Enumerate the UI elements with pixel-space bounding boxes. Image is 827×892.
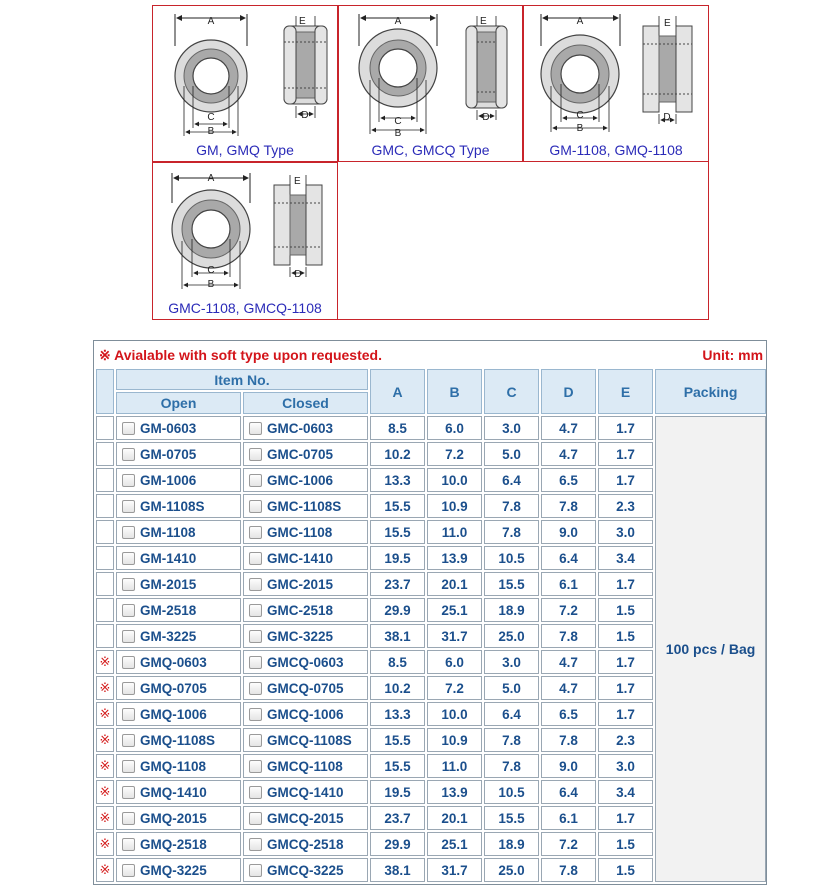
figure-caption: GM, GMQ Type <box>196 142 294 158</box>
select-checkbox[interactable] <box>122 604 135 617</box>
dim-c-value: 7.8 <box>484 520 539 544</box>
dim-b-value: 6.0 <box>427 416 482 440</box>
table-row <box>96 416 766 440</box>
item-code: GM-0603 <box>140 420 197 436</box>
item-open-cell <box>116 780 241 804</box>
soft-type-mark <box>96 624 114 648</box>
item-closed-cell <box>243 728 368 752</box>
dim-a-value: 8.5 <box>370 650 425 674</box>
select-checkbox[interactable] <box>122 864 135 877</box>
col-e-header: E <box>598 369 653 414</box>
item-open-cell <box>116 572 241 596</box>
dim-c-value: 10.5 <box>484 780 539 804</box>
dim-d-value: 6.1 <box>541 806 596 830</box>
item-code: GMCQ-0705 <box>267 680 344 696</box>
select-checkbox[interactable] <box>249 656 262 669</box>
select-checkbox[interactable] <box>249 422 262 435</box>
svg-text:D: D <box>294 269 302 280</box>
select-checkbox[interactable] <box>249 734 262 747</box>
item-code: GM-1108S <box>140 498 205 514</box>
open-header: Open <box>116 392 241 414</box>
select-checkbox[interactable] <box>249 604 262 617</box>
dim-e-value: 3.0 <box>598 754 653 778</box>
dim-e-value: 2.3 <box>598 728 653 752</box>
svg-text:A: A <box>394 16 402 27</box>
dim-c-value: 6.4 <box>484 468 539 492</box>
dim-e-value: 1.7 <box>598 468 653 492</box>
soft-type-mark: ※ <box>96 806 114 830</box>
item-code: GMQ-2015 <box>140 810 207 826</box>
item-code: GMQ-2518 <box>140 836 207 852</box>
item-closed-cell <box>243 702 368 726</box>
item-code: GM-0705 <box>140 446 197 462</box>
item-closed-cell <box>243 754 368 778</box>
soft-type-mark <box>96 520 114 544</box>
dim-c-value: 6.4 <box>484 702 539 726</box>
dim-e-value: 1.5 <box>598 832 653 856</box>
dim-d-value: 4.7 <box>541 416 596 440</box>
dim-e-value: 1.5 <box>598 858 653 882</box>
svg-text:D: D <box>482 112 490 123</box>
grommet-drawing-open <box>153 6 339 163</box>
soft-type-mark: ※ <box>96 832 114 856</box>
select-checkbox[interactable] <box>249 500 262 513</box>
item-open-cell <box>116 520 241 544</box>
soft-type-note: ※ Avialable with soft type upon requested. <box>99 346 382 363</box>
figure-gmc-1108 <box>152 162 338 320</box>
dim-a-value: 23.7 <box>370 806 425 830</box>
svg-text:A: A <box>207 173 215 184</box>
dim-c-value: 15.5 <box>484 572 539 596</box>
item-closed-cell <box>243 520 368 544</box>
item-code: GMCQ-1108S <box>267 732 352 748</box>
item-closed-cell <box>243 624 368 648</box>
dim-c-value: 5.0 <box>484 442 539 466</box>
item-code: GMC-0603 <box>267 420 334 436</box>
svg-text:E: E <box>299 16 306 27</box>
item-code: GMCQ-3225 <box>267 862 344 878</box>
col-c-header: C <box>484 369 539 414</box>
select-checkbox[interactable] <box>122 448 135 461</box>
dim-d-value: 7.8 <box>541 728 596 752</box>
item-open-cell <box>116 754 241 778</box>
select-checkbox[interactable] <box>122 734 135 747</box>
mark-header <box>96 369 114 414</box>
dim-e-value: 3.4 <box>598 780 653 804</box>
item-open-cell <box>116 806 241 830</box>
item-open-cell <box>116 416 241 440</box>
dim-b-value: 31.7 <box>427 858 482 882</box>
dim-a-value: 15.5 <box>370 728 425 752</box>
select-checkbox[interactable] <box>122 422 135 435</box>
soft-type-mark: ※ <box>96 728 114 752</box>
select-checkbox[interactable] <box>249 552 262 565</box>
item-closed-cell <box>243 442 368 466</box>
svg-text:C: C <box>207 265 215 276</box>
select-checkbox[interactable] <box>122 760 135 773</box>
item-closed-cell <box>243 572 368 596</box>
soft-type-mark <box>96 572 114 596</box>
dim-b-value: 7.2 <box>427 442 482 466</box>
dim-b-value: 13.9 <box>427 780 482 804</box>
item-code: GMC-3225 <box>267 628 334 644</box>
item-open-cell <box>116 468 241 492</box>
svg-text:A: A <box>576 16 584 27</box>
item-code: GMCQ-2015 <box>267 810 344 826</box>
item-closed-cell <box>243 806 368 830</box>
dim-e-value: 1.7 <box>598 806 653 830</box>
select-checkbox[interactable] <box>249 786 262 799</box>
dim-d-value: 4.7 <box>541 442 596 466</box>
dim-a-value: 13.3 <box>370 702 425 726</box>
dim-b-value: 20.1 <box>427 806 482 830</box>
dim-d-value: 7.8 <box>541 624 596 648</box>
item-closed-cell <box>243 650 368 674</box>
item-code: GMCQ-0603 <box>267 654 344 670</box>
dim-c-value: 7.8 <box>484 494 539 518</box>
dim-a-value: 10.2 <box>370 676 425 700</box>
item-code: GMQ-1108 <box>140 758 207 774</box>
select-checkbox[interactable] <box>122 526 135 539</box>
item-open-cell <box>116 858 241 882</box>
item-code: GMC-1410 <box>267 550 334 566</box>
dim-d-value: 4.7 <box>541 676 596 700</box>
soft-type-mark <box>96 468 114 492</box>
item-open-cell <box>116 442 241 466</box>
dim-a-value: 13.3 <box>370 468 425 492</box>
select-checkbox[interactable] <box>122 786 135 799</box>
dim-e-value: 1.7 <box>598 572 653 596</box>
soft-type-mark: ※ <box>96 702 114 726</box>
dim-b-value: 11.0 <box>427 754 482 778</box>
item-open-cell <box>116 832 241 856</box>
unit-label: Unit: mm <box>702 347 764 363</box>
select-checkbox[interactable] <box>122 474 135 487</box>
dim-d-value: 6.5 <box>541 468 596 492</box>
packing-value: 100 pcs / Bag <box>655 416 766 882</box>
select-checkbox[interactable] <box>249 708 262 721</box>
select-checkbox[interactable] <box>249 578 262 591</box>
dim-a-value: 15.5 <box>370 520 425 544</box>
item-closed-cell <box>243 676 368 700</box>
dim-b-value: 20.1 <box>427 572 482 596</box>
item-open-cell <box>116 650 241 674</box>
item-code: GMCQ-2518 <box>267 836 344 852</box>
col-a-header: A <box>370 369 425 414</box>
grommet-drawing-1108-open <box>524 6 710 163</box>
dim-e-value: 3.0 <box>598 520 653 544</box>
dim-a-value: 19.5 <box>370 780 425 804</box>
dim-e-value: 1.5 <box>598 624 653 648</box>
dim-e-value: 1.7 <box>598 650 653 674</box>
select-checkbox[interactable] <box>249 630 262 643</box>
item-closed-cell <box>243 832 368 856</box>
dim-a-value: 29.9 <box>370 598 425 622</box>
dim-e-value: 1.7 <box>598 442 653 466</box>
dim-e-value: 1.7 <box>598 702 653 726</box>
item-code: GMC-0705 <box>267 446 334 462</box>
item-code: GMQ-0603 <box>140 654 207 670</box>
item-closed-cell <box>243 858 368 882</box>
figure-gm-gmq <box>152 5 338 162</box>
svg-text:A: A <box>207 16 215 27</box>
dim-a-value: 19.5 <box>370 546 425 570</box>
dim-d-value: 7.8 <box>541 858 596 882</box>
svg-text:D: D <box>663 112 671 123</box>
soft-type-mark: ※ <box>96 754 114 778</box>
dim-d-value: 4.7 <box>541 650 596 674</box>
dim-e-value: 1.5 <box>598 598 653 622</box>
dim-c-value: 15.5 <box>484 806 539 830</box>
dim-c-value: 5.0 <box>484 676 539 700</box>
select-checkbox[interactable] <box>122 708 135 721</box>
select-checkbox[interactable] <box>249 474 262 487</box>
svg-text:C: C <box>576 110 584 121</box>
svg-text:B: B <box>207 126 215 137</box>
soft-type-mark <box>96 442 114 466</box>
dim-c-value: 18.9 <box>484 598 539 622</box>
dim-d-value: 9.0 <box>541 754 596 778</box>
item-closed-cell <box>243 416 368 440</box>
col-d-header: D <box>541 369 596 414</box>
dim-d-value: 6.1 <box>541 572 596 596</box>
item-open-cell <box>116 494 241 518</box>
item-code: GMQ-0705 <box>140 680 207 696</box>
select-checkbox[interactable] <box>122 838 135 851</box>
item-code: GM-2015 <box>140 576 197 592</box>
figure-gm-1108 <box>523 5 709 162</box>
soft-type-mark <box>96 494 114 518</box>
item-open-cell <box>116 598 241 622</box>
dim-d-value: 6.5 <box>541 702 596 726</box>
figure-caption: GMC, GMCQ Type <box>371 142 490 158</box>
dim-e-value: 1.7 <box>598 676 653 700</box>
item-closed-cell <box>243 780 368 804</box>
dim-e-value: 1.7 <box>598 416 653 440</box>
soft-type-mark <box>96 598 114 622</box>
dim-c-value: 25.0 <box>484 624 539 648</box>
soft-type-mark: ※ <box>96 858 114 882</box>
item-open-cell <box>116 624 241 648</box>
dim-a-value: 38.1 <box>370 858 425 882</box>
select-checkbox[interactable] <box>249 838 262 851</box>
select-checkbox[interactable] <box>249 760 262 773</box>
select-checkbox[interactable] <box>122 812 135 825</box>
select-checkbox[interactable] <box>122 630 135 643</box>
spec-table <box>93 340 767 885</box>
dim-b-value: 6.0 <box>427 650 482 674</box>
item-code: GMC-2015 <box>267 576 334 592</box>
select-checkbox[interactable] <box>122 500 135 513</box>
dim-a-value: 15.5 <box>370 494 425 518</box>
soft-type-mark <box>96 546 114 570</box>
item-open-cell <box>116 546 241 570</box>
dim-c-value: 7.8 <box>484 728 539 752</box>
soft-type-mark: ※ <box>96 676 114 700</box>
dim-a-value: 29.9 <box>370 832 425 856</box>
dim-e-value: 3.4 <box>598 546 653 570</box>
item-code: GM-3225 <box>140 628 197 644</box>
dim-d-value: 9.0 <box>541 520 596 544</box>
svg-text:B: B <box>207 279 215 290</box>
item-code: GM-2518 <box>140 602 197 618</box>
soft-type-mark: ※ <box>96 780 114 804</box>
item-closed-cell <box>243 468 368 492</box>
dim-b-value: 25.1 <box>427 832 482 856</box>
col-b-header: B <box>427 369 482 414</box>
item-closed-cell <box>243 546 368 570</box>
item-code: GMC-1006 <box>267 472 334 488</box>
dim-d-value: 6.4 <box>541 780 596 804</box>
item-code: GMQ-3225 <box>140 862 207 878</box>
item-closed-cell <box>243 598 368 622</box>
svg-text:C: C <box>207 112 215 123</box>
svg-text:E: E <box>664 18 671 29</box>
dim-b-value: 31.7 <box>427 624 482 648</box>
svg-text:C: C <box>394 116 402 127</box>
closed-header: Closed <box>243 392 368 414</box>
dim-c-value: 7.8 <box>484 754 539 778</box>
svg-text:E: E <box>480 16 487 27</box>
soft-type-mark <box>96 416 114 440</box>
dim-a-value: 8.5 <box>370 416 425 440</box>
dim-b-value: 13.9 <box>427 546 482 570</box>
item-code: GMCQ-1410 <box>267 784 344 800</box>
dim-a-value: 23.7 <box>370 572 425 596</box>
item-code: GMQ-1108S <box>140 732 216 748</box>
grommet-drawing-1108-closed <box>153 163 339 321</box>
dim-c-value: 3.0 <box>484 416 539 440</box>
item-code: GM-1108 <box>140 524 196 540</box>
item-code: GMCQ-1108 <box>267 758 343 774</box>
select-checkbox[interactable] <box>249 526 262 539</box>
item-code: GMQ-1006 <box>140 706 207 722</box>
item-code: GM-1410 <box>140 550 197 566</box>
select-checkbox[interactable] <box>249 864 262 877</box>
dim-b-value: 11.0 <box>427 520 482 544</box>
dim-d-value: 7.2 <box>541 832 596 856</box>
dim-c-value: 10.5 <box>484 546 539 570</box>
item-closed-cell <box>243 494 368 518</box>
dim-c-value: 25.0 <box>484 858 539 882</box>
dim-b-value: 25.1 <box>427 598 482 622</box>
dim-b-value: 10.0 <box>427 702 482 726</box>
select-checkbox[interactable] <box>122 682 135 695</box>
figure-caption: GM-1108, GMQ-1108 <box>549 142 683 158</box>
svg-text:B: B <box>394 128 402 139</box>
dim-d-value: 7.2 <box>541 598 596 622</box>
item-open-cell <box>116 676 241 700</box>
figure-gmc-gmcq <box>338 5 523 162</box>
item-open-cell <box>116 728 241 752</box>
select-checkbox[interactable] <box>249 682 262 695</box>
select-checkbox[interactable] <box>122 552 135 565</box>
dim-b-value: 10.9 <box>427 494 482 518</box>
item-code: GM-1006 <box>140 472 197 488</box>
dim-c-value: 3.0 <box>484 650 539 674</box>
select-checkbox[interactable] <box>249 448 262 461</box>
dim-d-value: 7.8 <box>541 494 596 518</box>
item-open-cell <box>116 702 241 726</box>
svg-text:D: D <box>301 110 309 121</box>
dim-b-value: 10.0 <box>427 468 482 492</box>
item-code: GMQ-1410 <box>140 784 207 800</box>
item-code: GMC-1108 <box>267 524 333 540</box>
select-checkbox[interactable] <box>122 578 135 591</box>
dim-a-value: 38.1 <box>370 624 425 648</box>
dim-b-value: 10.9 <box>427 728 482 752</box>
select-checkbox[interactable] <box>122 656 135 669</box>
svg-text:E: E <box>294 176 301 187</box>
dim-e-value: 2.3 <box>598 494 653 518</box>
figure-grid-frame <box>338 162 709 320</box>
item-code: GMC-1108S <box>267 498 342 514</box>
dim-a-value: 10.2 <box>370 442 425 466</box>
dim-a-value: 15.5 <box>370 754 425 778</box>
soft-type-mark: ※ <box>96 650 114 674</box>
packing-header: Packing <box>655 369 766 414</box>
item-no-header: Item No. <box>116 369 368 390</box>
item-code: GMC-2518 <box>267 602 334 618</box>
dim-b-value: 7.2 <box>427 676 482 700</box>
grommet-drawing-closed <box>339 6 524 163</box>
item-code: GMCQ-1006 <box>267 706 344 722</box>
dim-c-value: 18.9 <box>484 832 539 856</box>
select-checkbox[interactable] <box>249 812 262 825</box>
figure-caption: GMC-1108, GMCQ-1108 <box>168 300 322 316</box>
dim-d-value: 6.4 <box>541 546 596 570</box>
svg-text:B: B <box>576 123 584 134</box>
